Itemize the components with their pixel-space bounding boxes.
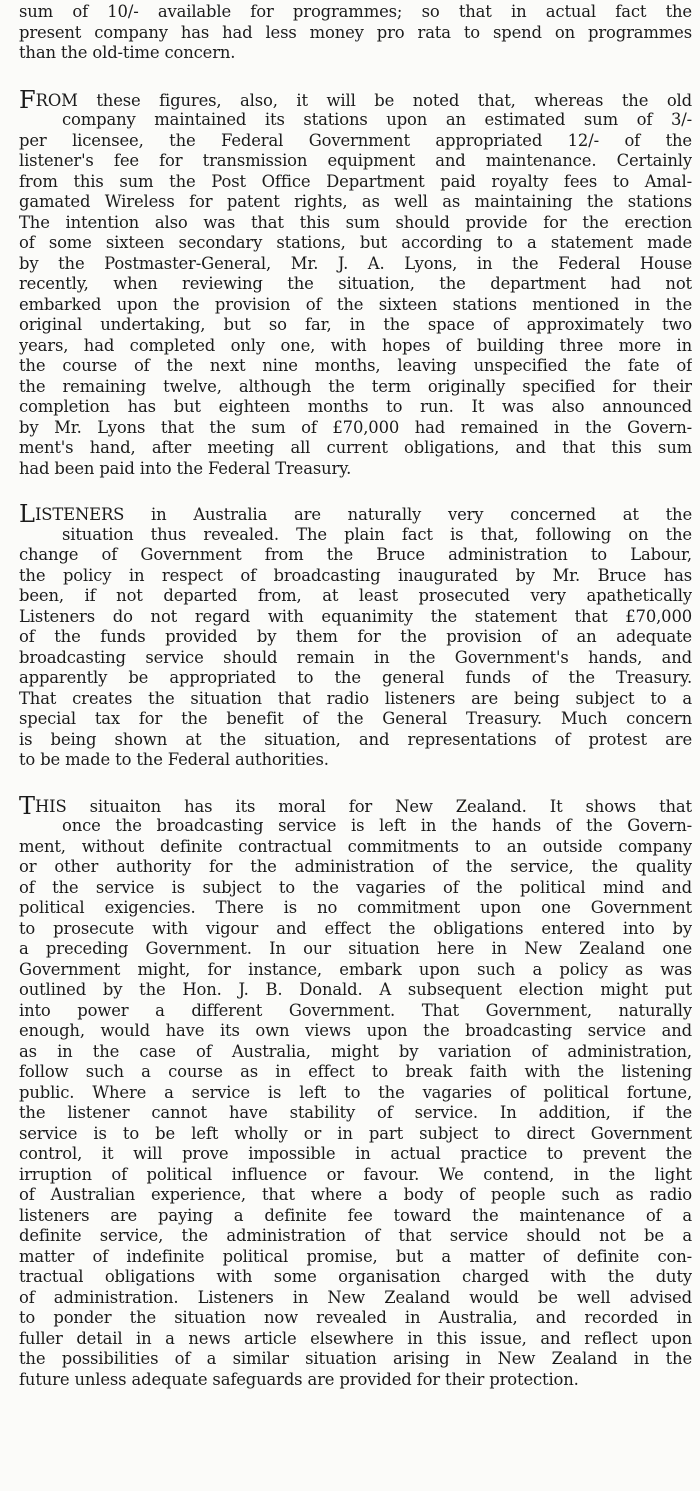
line-text: listeners are paying a definite fee toward the maintenance of a (19, 1205, 692, 1225)
line-text: into power a different Government. That Government, naturally (19, 1000, 692, 1020)
text-line (19, 1349, 692, 1370)
text-line (19, 566, 692, 587)
line-text: the remaining twelve, although the term originally specified for their (19, 376, 692, 396)
line-text: sum of 10/- available for programmes; so that in actual fact the (19, 2, 692, 21)
line-text: follow such a course as in effect to break faith with the listening (19, 1062, 692, 1081)
line-text: of some sixteen secondary stations, but according to a statement made (19, 233, 692, 252)
text-line (19, 525, 692, 546)
article-paragraph (19, 2, 692, 64)
text-line (19, 1370, 692, 1391)
lead-capital: T (19, 795, 36, 816)
text-line (19, 254, 692, 275)
text-line (19, 110, 692, 131)
line-text: original undertaking, but so far, in the space of approximately two (19, 315, 692, 334)
text-line (19, 1247, 692, 1268)
line-text: of Australian experience, that where a body of people such as radio (19, 1185, 692, 1204)
line-text: ISTENERS in Australia are naturally very concerned at the (34, 505, 692, 524)
text-line (19, 1226, 692, 1247)
line-text: ROM these figures, also, it will be noted that, whereas the old (35, 90, 692, 110)
line-text: fuller detail in a news article elsewhere in this issue, and reflect upon (19, 1328, 692, 1348)
text-line (19, 504, 692, 525)
line-text: per licensee, the Federal Government appropriated 12/- of the (19, 130, 692, 150)
text-line (19, 2, 692, 23)
line-text: Government might, for instance, embark upon such a policy as was (19, 959, 692, 979)
lead-capital: L (19, 504, 35, 525)
text-line (19, 1103, 692, 1124)
line-text: completion has but eighteen months to run. It was also announced (19, 397, 692, 416)
line-text: to prosecute with vigour and effect the obligations entered into by (19, 918, 692, 938)
line-text: years, had completed only one, with hopes of building three more in (19, 335, 692, 355)
text-line (19, 816, 692, 837)
line-text: to ponder the situation now revealed in Australia, and recorded in (19, 1308, 692, 1327)
line-text: situation thus revealed. The plain fact is that, following on the (62, 524, 692, 544)
line-text: tractual obligations with some organisation charged with the duty (19, 1267, 692, 1286)
line-text: embarked upon the provision of the sixteen stations mentioned in the (19, 294, 692, 314)
text-line (19, 438, 692, 459)
text-line (19, 648, 692, 669)
text-line (19, 1144, 692, 1165)
text-line (19, 796, 692, 817)
line-text: irruption of political influence or favour. We contend, in the light (19, 1164, 692, 1184)
line-text: of the funds provided by them for the provision of an adequate (19, 627, 692, 646)
text-line (19, 213, 692, 234)
text-line (19, 315, 692, 336)
line-text: once the broadcasting service is left in the hands of the Govern- (62, 816, 692, 835)
text-line (19, 356, 692, 377)
line-text: That creates the situation that radio listeners are being subject to a (19, 688, 692, 708)
line-text: of administration. Listeners in New Zealand would be well advised (19, 1287, 692, 1307)
line-text: political exigencies. There is no commitment upon one Government (19, 898, 692, 917)
line-text: The intention also was that this sum should provide for the erection (19, 212, 692, 232)
line-text: listener's fee for transmission equipment and maintenance. Certainly (19, 151, 692, 170)
line-text: present company has had less money pro rata to spend on programmes (19, 22, 692, 42)
text-line (19, 627, 692, 648)
line-text: of the service is subject to the vagaries of the political mind and (19, 877, 692, 897)
line-text: enough, would have its own views upon the broadcasting service and (19, 1021, 692, 1040)
text-line (19, 1165, 692, 1186)
text-line (19, 1267, 692, 1288)
text-line (19, 1308, 692, 1329)
text-line (19, 1124, 692, 1145)
article-body (19, 2, 692, 1390)
line-text: change of Government from the Bruce administration to Labour, (19, 545, 692, 564)
text-line (19, 689, 692, 710)
text-line (19, 1021, 692, 1042)
text-line (19, 23, 692, 44)
line-text: ment's hand, after meeting all current obligations, and that this sum (19, 438, 692, 457)
text-line (19, 90, 692, 111)
text-line (19, 233, 692, 254)
line-text: public. Where a service is left to the vagaries of political fortune, (19, 1082, 692, 1102)
line-text: is being shown at the situation, and representations of protest are (19, 729, 692, 749)
text-line (19, 192, 692, 213)
line-text: gamated Wireless for patent rights, as well as maintaining the stations (19, 192, 692, 211)
line-text: company maintained its stations upon an estimated sum of 3/- (62, 110, 692, 129)
text-line (19, 709, 692, 730)
text-line (19, 397, 692, 418)
line-text: broadcasting service should remain in the Government's hands, and (19, 647, 692, 667)
line-text: special tax for the benefit of the General Treasury. Much concern (19, 709, 692, 728)
text-line (19, 1185, 692, 1206)
text-line (19, 545, 692, 566)
line-text: definite service, the administration of that service should not be a (19, 1226, 692, 1245)
text-line (19, 878, 692, 899)
text-line (19, 668, 692, 689)
text-line (19, 131, 692, 152)
line-text: by the Postmaster-General, Mr. J. A. Lyons, in the Federal House (19, 253, 692, 273)
text-line (19, 172, 692, 193)
text-line (19, 939, 692, 960)
text-line (19, 586, 692, 607)
text-line (19, 898, 692, 919)
line-text: future unless adequate safeguards are provided for their protection. (19, 1369, 579, 1389)
text-line (19, 274, 692, 295)
line-text: service is to be left wholly or in part subject to direct Government (19, 1123, 692, 1143)
text-line (19, 43, 692, 64)
text-line (19, 1001, 692, 1022)
text-line (19, 960, 692, 981)
text-line (19, 1329, 692, 1350)
line-text: or other authority for the administration of the service, the quality (19, 857, 692, 876)
text-line (19, 295, 692, 316)
line-text: to be made to the Federal authorities. (19, 750, 329, 769)
text-line (19, 750, 692, 771)
text-line (19, 151, 692, 172)
text-line (19, 980, 692, 1001)
line-text: by Mr. Lyons that the sum of £70,000 had remained in the Govern- (19, 417, 692, 437)
article-paragraph (19, 90, 692, 480)
line-text: the listener cannot have stability of service. In addition, if the (19, 1103, 692, 1122)
line-text: HIS situaiton has its moral for New Zealand. It shows that (35, 796, 692, 816)
line-text: recently, when reviewing the situation, the department had not (19, 274, 692, 293)
line-text: control, it will prove impossible in actual practice to prevent the (19, 1144, 692, 1163)
line-text: Listeners do not regard with equanimity the statement that £70,000 (19, 606, 692, 626)
line-text: apparently be appropriated to the general funds of the Treasury. (19, 668, 692, 687)
line-text: ment, without definite contractual commitments to an outside company (19, 836, 692, 856)
line-text: than the old-time concern. (19, 43, 236, 62)
text-line (19, 730, 692, 751)
line-text: been, if not departed from, at least prosecuted very apathetically (19, 586, 692, 605)
line-text: had been paid into the Federal Treasury. (19, 458, 352, 478)
text-line (19, 1206, 692, 1227)
text-line (19, 1042, 692, 1063)
text-line (19, 837, 692, 858)
lead-capital: F (19, 89, 36, 110)
line-text: outlined by the Hon. J. B. Donald. A subsequent election might put (19, 980, 692, 999)
text-line (19, 607, 692, 628)
text-line (19, 336, 692, 357)
text-line (19, 857, 692, 878)
line-text: the possibilities of a similar situation arising in New Zealand in the (19, 1349, 692, 1368)
line-text: a preceding Government. In our situation here in New Zealand one (19, 939, 692, 958)
text-line (19, 459, 692, 480)
text-line (19, 377, 692, 398)
line-text: as in the case of Australia, might by variation of administration, (19, 1041, 692, 1061)
text-line (19, 919, 692, 940)
text-line (19, 418, 692, 439)
article-paragraph (19, 796, 692, 1391)
line-text: the course of the next nine months, leaving unspecified the fate of (19, 356, 692, 375)
text-line (19, 1062, 692, 1083)
line-text: the policy in respect of broadcasting inaugurated by Mr. Bruce has (19, 565, 692, 585)
text-line (19, 1083, 692, 1104)
line-text: from this sum the Post Office Department paid royalty fees to Amal- (19, 171, 692, 191)
text-line (19, 1288, 692, 1309)
article-paragraph (19, 504, 692, 771)
line-text: matter of indefinite political promise, but a matter of definite con- (19, 1246, 692, 1266)
